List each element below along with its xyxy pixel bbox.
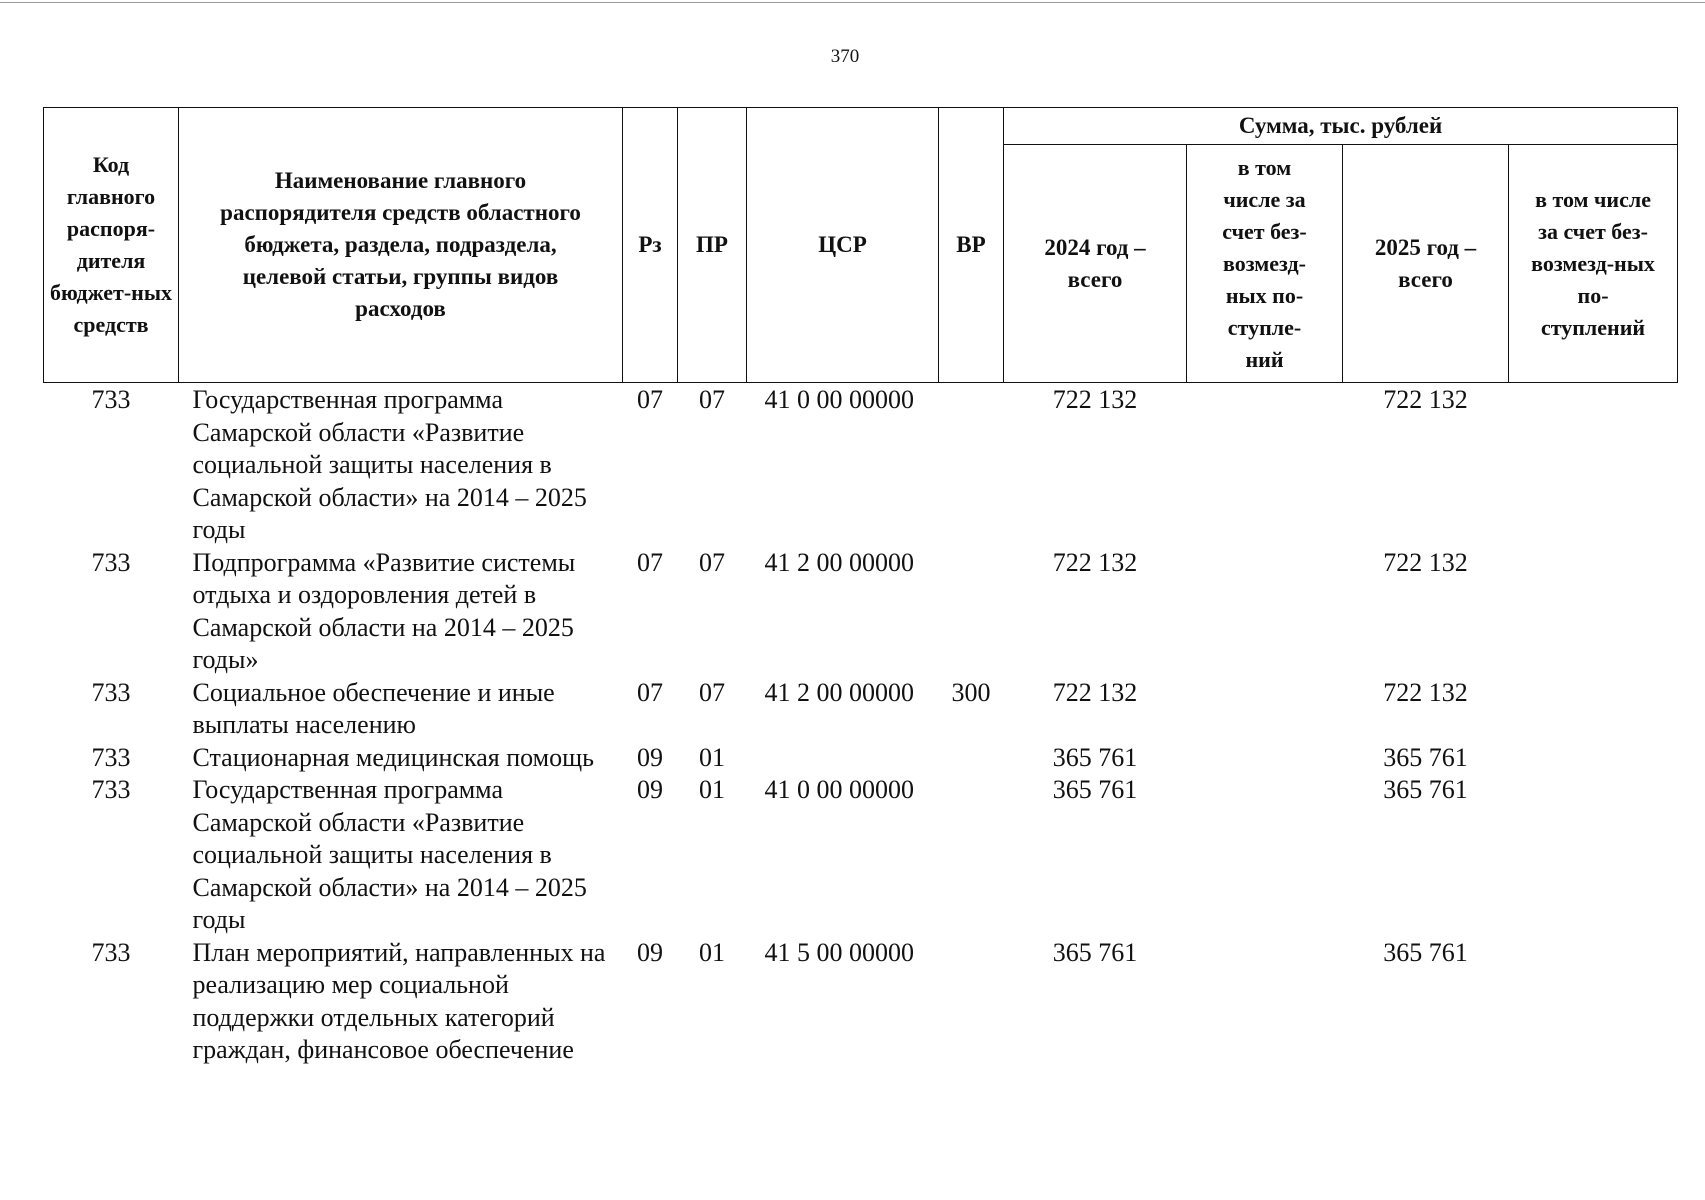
cell-rz: 07 [637,547,663,577]
cell-name: План мероприятий, направленных на реализацию мер социальной поддержки отдельных категорий граждан, финансовое обеспечение [192,937,606,1064]
cell-2025-grants [1509,547,1678,677]
cell-2024-total: 722 132 [1052,677,1138,707]
page-number: 370 [830,46,860,67]
cell-2024-total: 365 761 [1052,742,1138,772]
cell-vr [939,774,1004,937]
cell-2024-grants [1187,383,1343,547]
scan-edge-line [0,2,1705,3]
cell-2025-grants [1509,937,1678,1067]
cell-2024-grants [1187,937,1343,1067]
header-2024-total: 2024 год – всего [1004,145,1187,383]
table-row [44,937,1678,1067]
cell-csr [747,742,939,775]
cell-code: 733 [91,937,131,967]
cell-vr: 300 [951,677,991,707]
cell-csr: 41 0 00 00000 [764,385,914,414]
cell-vr [939,383,1004,547]
cell-rz: 07 [637,677,663,707]
header-2025-total: 2025 год – всего [1343,145,1509,383]
cell-2024-grants [1187,774,1343,937]
cell-name: Социальное обеспечение и иные выплаты населению [192,677,555,739]
cell-2025-grants [1509,383,1678,547]
cell-2024-grants [1187,742,1343,775]
cell-2025-total: 722 132 [1383,677,1468,707]
cell-pr: 01 [699,742,725,772]
cell-2025-total: 722 132 [1383,385,1468,414]
cell-rz: 09 [637,937,663,967]
cell-2025-total: 722 132 [1383,547,1468,577]
cell-name: Подпрограмма «Развитие системы отдыха и оздоровления детей в Самарской области на 2014 – 2025 годы» [192,547,576,674]
cell-rz: 09 [637,775,663,804]
table-row [44,547,1678,677]
cell-2025-grants [1509,774,1678,937]
table-row [44,742,1678,775]
cell-csr: 41 5 00 00000 [764,937,914,967]
cell-code: 733 [91,385,131,414]
cell-2025-total: 365 761 [1383,937,1468,967]
cell-pr: 07 [699,547,725,577]
cell-2024-total: 365 761 [1052,937,1138,967]
cell-vr [939,937,1004,1067]
cell-name: Государственная программа Самарской области «Развитие социальной защиты населения в Самарской области» на 2014 – 2025 годы [192,385,587,544]
cell-vr [939,547,1004,677]
header-code: Код главного распоря-дителя бюджет-ных средств [44,108,179,383]
table-row [44,774,1678,937]
cell-pr: 07 [699,677,725,707]
header-2025-grants: в том числе за счет без-возмезд-ных по-ступлений [1509,145,1678,383]
header-2024-grants: в том числе за счет без-возмезд-ных по-ступле-ний [1187,145,1343,383]
cell-code: 733 [91,547,131,577]
cell-csr: 41 2 00 00000 [764,677,914,707]
header-csr: ЦСР [747,108,939,383]
header-vr: ВР [939,108,1004,383]
cell-name: Государственная программа Самарской области «Развитие социальной защиты населения в Самарской области» на 2014 – 2025 годы [192,775,587,934]
budget-table [43,107,1678,1067]
cell-name: Стационарная медицинская помощь [192,742,594,772]
cell-code: 733 [91,677,131,707]
cell-pr: 07 [699,385,725,414]
cell-pr: 01 [699,937,725,967]
table-row [44,677,1678,742]
cell-2025-total: 365 761 [1383,742,1468,772]
cell-pr: 01 [699,775,725,804]
cell-csr: 41 2 00 00000 [764,547,914,577]
cell-csr: 41 0 00 00000 [764,775,914,804]
header-rz: Рз [623,108,678,383]
cell-vr [939,742,1004,775]
cell-rz: 09 [637,742,663,772]
cell-2024-grants [1187,677,1343,742]
cell-code: 733 [91,775,131,804]
cell-code: 733 [91,742,131,772]
cell-2024-total: 365 761 [1052,775,1138,804]
cell-2024-total: 722 132 [1052,385,1138,414]
cell-2025-grants [1509,742,1678,775]
header-sum-title: Сумма, тыс. рублей [1004,108,1678,145]
cell-2024-grants [1187,547,1343,677]
cell-2025-total: 365 761 [1383,775,1468,804]
header-name: Наименование главного распорядителя средств областного бюджета, раздела, подраздела, целевой статьи, группы видов расходов [179,108,623,383]
cell-2024-total: 722 132 [1052,547,1138,577]
cell-2025-grants [1509,677,1678,742]
table-row [44,383,1678,547]
header-pr: ПР [678,108,747,383]
cell-rz: 07 [637,385,663,414]
